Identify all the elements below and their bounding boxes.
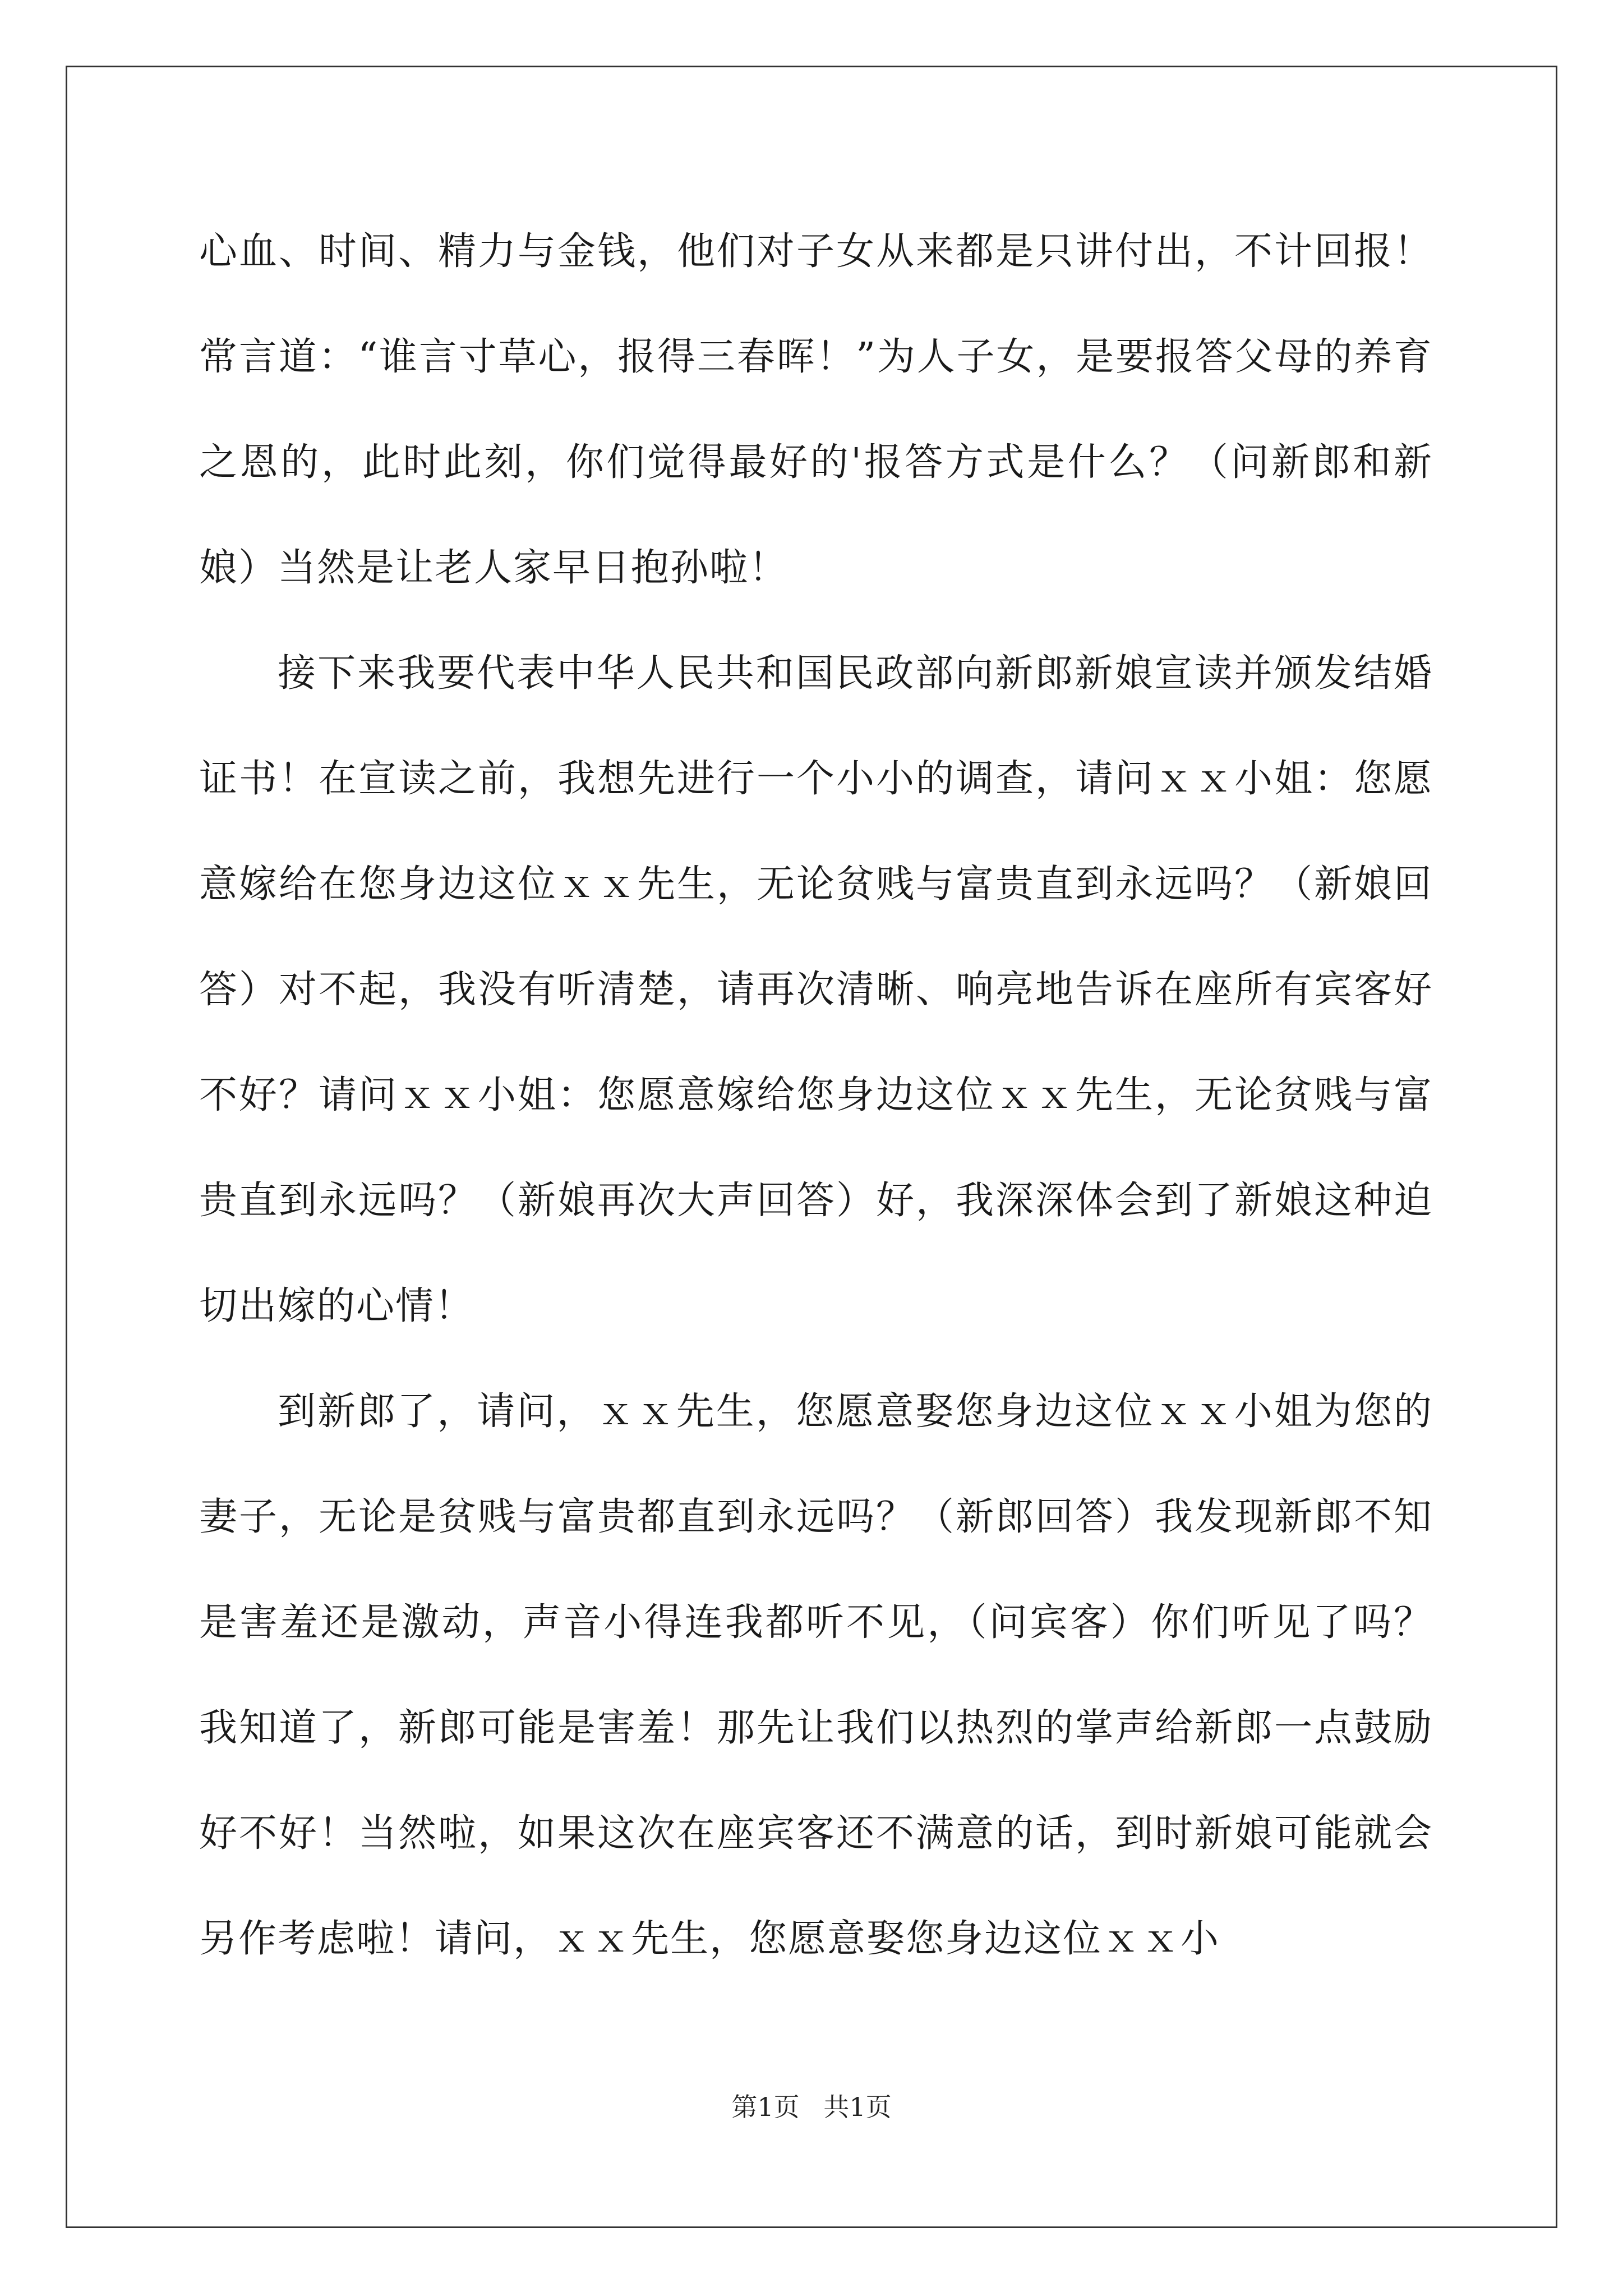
paragraph-1: 心血、时间、精力与金钱，他们对子女从来都是只讲付出，不计回报！常言道：“谁言寸草心，报得三春晖！”为人子女，是要报答父母的养育之恩的，此时此刻，你们觉得最好的'报答方式是什么？（问新郎和新娘）当然是让老人家早日抱孙啦！ bbox=[199, 229, 1433, 590]
paragraph-3: 到新郎了，请问，ｘｘ先生，您愿意娶您身边这位ｘｘ小姐为您的妻子，无论是贫贱与富贵都直到永远吗？（新郎回答）我发现新郎不知是害羞还是激动，声音小得连我都听不见，（问宾客）你们听见了吗？我知道了，新郎可能是害羞！那先让我们以热烈的掌声给新郎一点鼓励好不好！当然啦，如果这次在座宾客还不满意的话，到时新娘可能就会另作考虑啦！请问，ｘｘ先生，您愿意娶您身边这位ｘｘ小 bbox=[199, 1389, 1433, 1961]
page-footer bbox=[0, 2087, 1623, 2124]
paragraph-2: 接下来我要代表中华人民共和国民政部向新郎新娘宣读并颁发结婚证书！在宣读之前，我想先进行一个小小的调查，请问ｘｘ小姐：您愿意嫁给在您身边这位ｘｘ先生，无论贫贱与富贵直到永远吗？（新娘回答）对不起，我没有听清楚，请再次清晰、响亮地告诉在座所有宾客好不好？请问ｘｘ小姐：您愿意嫁给您身边这位ｘｘ先生，无论贫贱与富贵直到永远吗？（新娘再次大声回答）好，我深深体会到了新娘这种迫切出嫁的心情！ bbox=[199, 651, 1433, 1328]
page-number-current: 第1页 bbox=[731, 2092, 800, 2122]
page-number-total: 共1页 bbox=[823, 2092, 892, 2122]
document-body bbox=[199, 199, 1433, 1992]
